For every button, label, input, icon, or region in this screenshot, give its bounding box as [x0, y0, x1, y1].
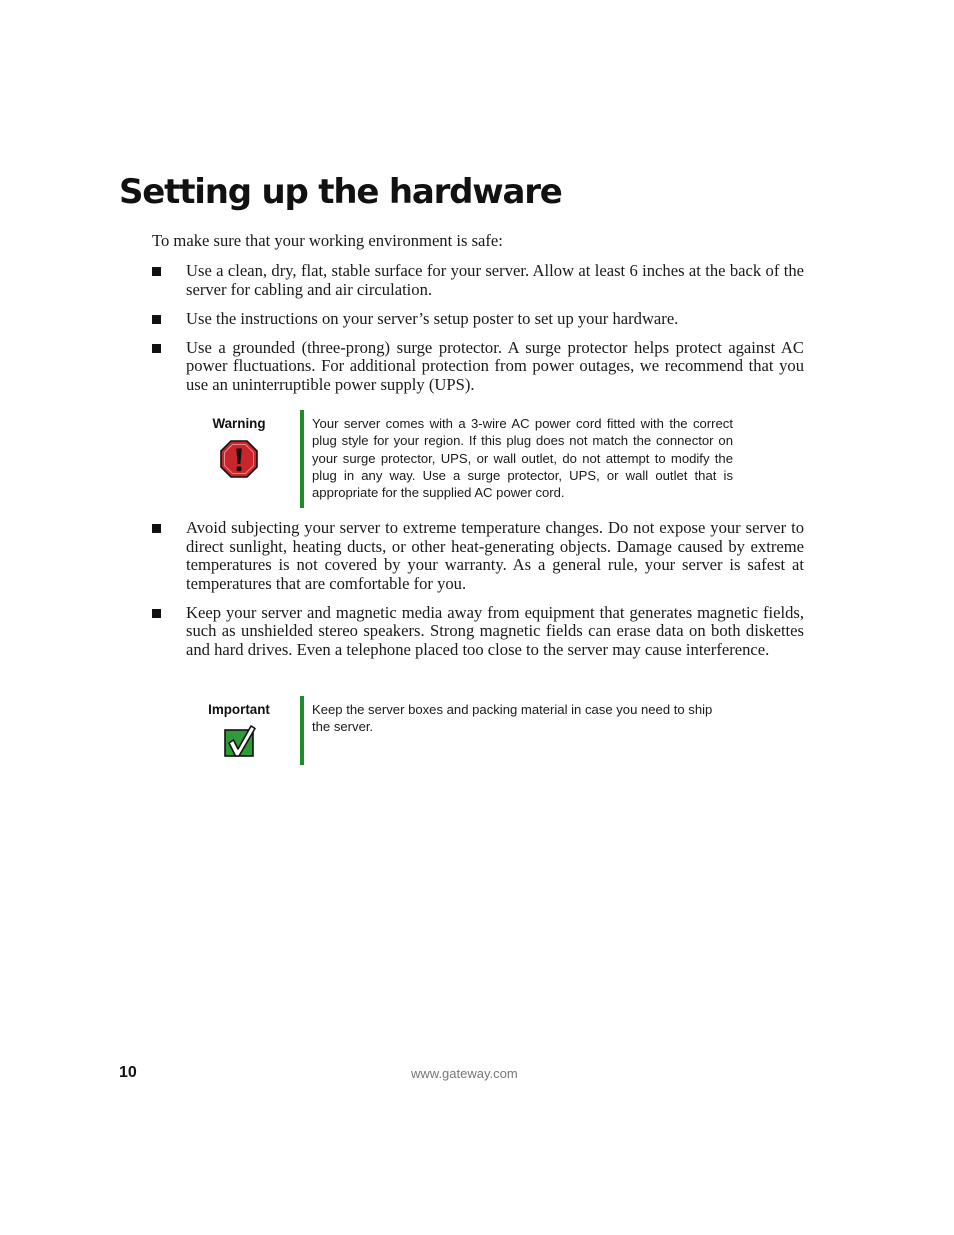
list-item-text: Keep your server and magnetic media away from equipment that generates magnetic fields, such as unshielded stereo speakers. Strong magnetic fields can erase data on both diskettes and hard drives. Even a telephone placed too close to the server may cause interference. — [186, 602, 804, 659]
list-item — [150, 262, 804, 299]
list-item — [150, 519, 804, 593]
list-item-text: Avoid subjecting your server to extreme temperature changes. Do not expose your server to direct sunlight, heating ducts, or other heat-generating objects. Damage caused by extreme temperatures is not covered by your warranty. As a general rule, your server is safest at temperatures that are comfortable for you. — [186, 518, 804, 593]
important-label: Important — [208, 702, 270, 717]
callout-divider — [300, 410, 304, 508]
safety-list-bottom — [150, 519, 804, 670]
important-text: Keep the server boxes and packing material in case you need to ship the server. — [312, 702, 713, 735]
checkmark-box-icon — [220, 723, 258, 761]
square-bullet-icon — [152, 609, 161, 618]
page-title: Setting up the hardware — [119, 172, 562, 212]
list-item — [150, 604, 804, 660]
warning-octagon-icon — [220, 440, 258, 478]
list-item-text: Use the instructions on your server’s setup poster to set up your hardware. — [186, 308, 679, 328]
square-bullet-icon — [152, 315, 161, 324]
list-item-text: Use a grounded (three-prong) surge protector. A surge protector helps protect against AC power fluctuations. For additional protection from power outages, we recommend that you use an uninterruptible power supply (UPS). — [186, 337, 804, 394]
warning-callout — [200, 410, 740, 508]
square-bullet-icon — [152, 524, 161, 533]
warning-text: Your server comes with a 3-wire AC power cord fitted with the correct plug style for your region. If this plug does not match the connector on your surge protector, UPS, or wall outlet, do not attempt to modify the plug in any way. Use a surge protector, UPS, or wall outlet that is appropriate for the supplied AC power cord. — [312, 416, 733, 501]
square-bullet-icon — [152, 267, 161, 276]
list-item — [150, 339, 804, 395]
list-item-text: Use a clean, dry, flat, stable surface for your server. Allow at least 6 inches at the back of the server for cabling and air circulation. — [186, 261, 804, 299]
square-bullet-icon — [152, 344, 161, 353]
intro-paragraph: To make sure that your working environment is safe: — [152, 231, 503, 250]
safety-list-top — [150, 262, 804, 405]
list-item — [150, 310, 804, 329]
callout-divider — [300, 696, 304, 765]
page-number: 10 — [119, 1064, 137, 1081]
warning-label: Warning — [212, 416, 266, 431]
important-callout — [200, 696, 740, 765]
footer-url: www.gateway.com — [411, 1066, 518, 1081]
